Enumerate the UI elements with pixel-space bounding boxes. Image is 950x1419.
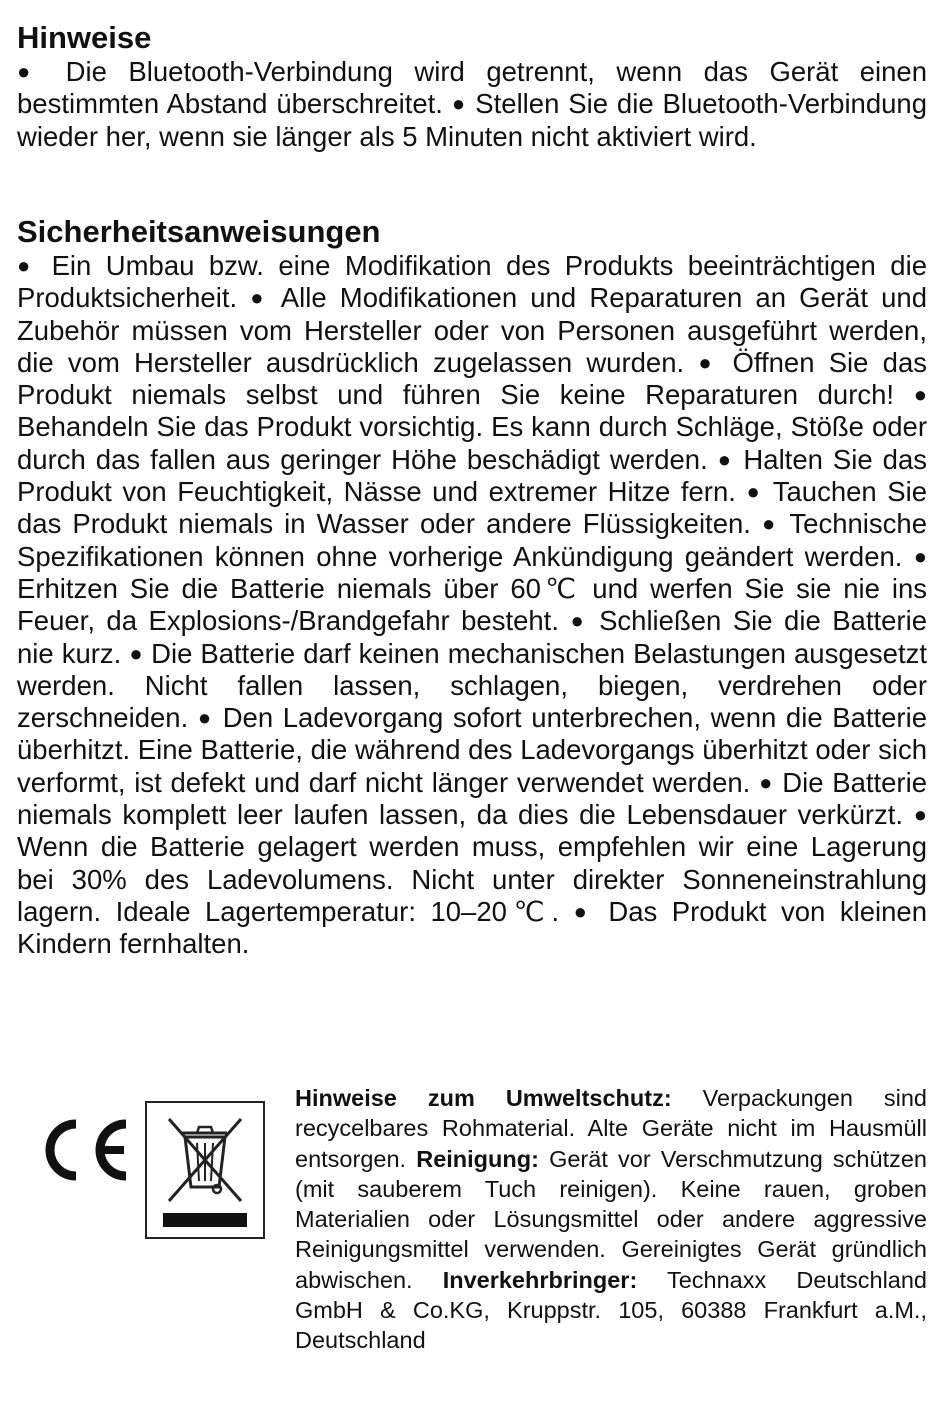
sicherheit-bullet: Technische Spezifikationen können ohne vorherige Ankündigung geändert werden. [17, 508, 927, 572]
bullet-icon: ● [913, 382, 927, 408]
sicherheit-bullet: Die Batterie darf keinen mechanischen Belastungen ausgesetzt werden. Nicht fallen lassen, schlagen, biegen, verdrehen oder zerschneiden. [17, 637, 928, 734]
bullet-icon: ● [570, 608, 588, 634]
reinigung-label: Reinigung: [416, 1145, 539, 1172]
hinweise-paragraph [17, 56, 927, 153]
sicherheit-bullet: Halten Sie das Produkt von Feuchtigkeit, Nässe und extremer Hitze fern. [17, 443, 928, 508]
crossed-out-wheelie-bin-icon [145, 1101, 265, 1239]
bullet-icon: ● [746, 479, 763, 505]
bullet-icon: ● [573, 898, 594, 924]
bullet-icon: ● [451, 91, 467, 117]
umwelt-text: Verpackungen sind recycelbares Rohmaterial. Alte Geräte nicht im Hausmüll entsorgen. [295, 1085, 927, 1172]
reinigung-text: Gerät vor Verschmutzung schützen (mit sauberem Tuch reinigen). Keine rauen, groben Materialien oder Lösungsmittel oder andere aggressive Reinigungsmittel verwenden. Gereinigtes Gerät gründlich abwischen. [295, 1145, 927, 1293]
sicherheit-bullet: Das Produkt von kleinen Kindern fernhalten. [17, 895, 927, 960]
hinweise-bullet: Die Bluetooth-Verbindung wird getrennt, wenn das Gerät einen bestimmten Abstand überschreitet. [17, 56, 928, 120]
sicherheit-section [17, 214, 927, 961]
inverkehr-label: Inverkehrbringer: [442, 1266, 638, 1293]
sicherheit-bullet: Die Batterie niemals komplett leer laufen lassen, da dies die Lebensdauer verkürzt. [17, 766, 927, 831]
sicherheit-bullet: Wenn die Batterie gelagert werden muss, empfehlen wir eine Lagerung bei 30% des Ladevolumens. Nicht unter direkter Sonneneinstrahlung lagern. Ideale Lagertemperatur: 10–20℃. [17, 831, 927, 927]
sicherheit-paragraph [17, 250, 927, 961]
bullet-icon: ● [129, 640, 144, 666]
hinweise-bullet: Stellen Sie die Bluetooth-Verbindung wieder her, wenn sie länger als 5 Minuten nicht aktiviert wird. [17, 88, 928, 152]
bullet-icon: ● [17, 59, 45, 84]
bullet-icon: ● [759, 769, 774, 795]
bullet-icon: ● [250, 285, 270, 311]
sicherheit-bullet: Den Ladevorgang sofort unterbrechen, wenn die Batterie überhitzt. Eine Batterie, die während des Ladevorgangs überhitzt oder sich verformt, ist defekt und darf nicht länger verwendet werden. [17, 702, 927, 798]
bullet-icon: ● [698, 349, 719, 375]
ce-mark-icon [40, 1118, 132, 1182]
inverkehr-text: Technaxx Deutschland GmbH & Co.KG, Kruppstr. 105, 60388 Frankfurt a.M., Deutschland [295, 1266, 927, 1354]
bullet-icon: ● [913, 802, 928, 828]
bullet-icon: ● [913, 543, 927, 569]
bullet-icon: ● [762, 511, 779, 537]
sicherheit-bullet: Tauchen Sie das Produkt niemals in Wasser oder andere Flüssigkeiten. [17, 476, 928, 540]
sicherheit-bullet: Ein Umbau bzw. eine Modifikation des Produkts beeinträchtigen die Produktsicherheit. [17, 250, 927, 314]
umwelt-label: Hinweise zum Umweltschutz: [295, 1085, 672, 1111]
sicherheit-bullet: Behandeln Sie das Produkt vorsichtig. Es kann durch Schläge, Stöße oder durch das fallen aus geringer Höhe beschädigt werden. [17, 411, 927, 475]
sicherheit-heading: Sicherheitsanweisungen [17, 214, 381, 249]
hinweise-heading: Hinweise [17, 20, 152, 55]
sicherheit-bullet: Erhitzen Sie die Batterie niemals über 60℃ und werfen Sie sie nie ins Feuer, da Explosions-/Brandgefahr besteht. [17, 572, 927, 637]
hinweise-section [17, 20, 927, 153]
sicherheit-bullet: Schließen Sie die Batterie nie kurz. [17, 605, 927, 669]
bullet-icon: ● [717, 446, 734, 472]
bullet-icon: ● [197, 705, 214, 731]
sicherheit-bullet: Öffnen Sie das Produkt niemals selbst und führen Sie keine Reparaturen durch! [17, 346, 928, 411]
bullet-icon: ● [17, 253, 38, 278]
environment-paragraph [295, 1083, 927, 1356]
sicherheit-bullet: Alle Modifikationen und Reparaturen an Gerät und Zubehör müssen vom Hersteller oder von Personen ausgeführt werden, die vom Hersteller ausdrücklich zugelassen wurden. [17, 282, 928, 378]
